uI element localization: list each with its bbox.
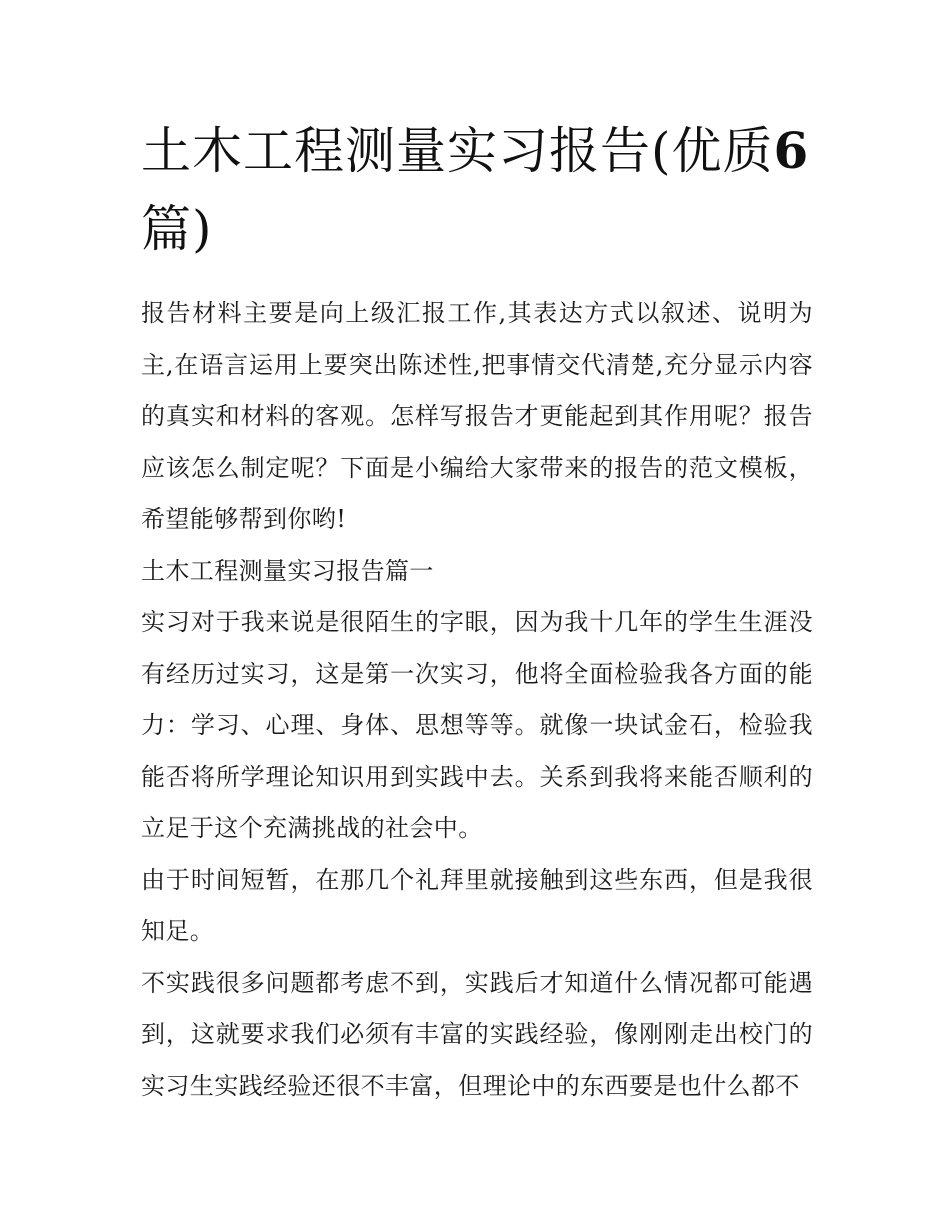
title-end: 篇) [141, 200, 213, 258]
section-heading: 土木工程测量实习报告篇一 [141, 556, 434, 585]
body-paragraph: 实习对于我来说是很陌生的字眼，因为我十几年的学生生涯没有经历过实习，这是第一次实习，他将全面检验我各方面的能力：学习、心理、身体、思想等等。就像一块试金石，检验我能否将所学理论知识用到实践中去。关系到我将来能否顺利的立足于这个充满挑战的社会中。 [141, 608, 813, 842]
intro-paragraph: 报告材料主要是向上级汇报工作,其表达方式以叙述、说明为主,在语言运用上要突出陈述性,把事情交代清楚,充分显示内容的真实和材料的客观。怎样写报告才更能起到其作用呢？报告应该怎么制定呢？下面是小编给大家带来的报告的范文模板，希望能够帮到你哟! [141, 299, 813, 533]
title-number: 6 [773, 121, 810, 180]
title-main: 土木工程测量实习报告(优质 [141, 122, 774, 180]
body-paragraph: 由于时间短暂，在那几个礼拜里就接触到这些东西，但是我很知足。 [141, 865, 813, 945]
document-title [141, 112, 813, 268]
document-page [141, 112, 813, 1112]
body-paragraph: 不实践很多问题都考虑不到，实践后才知道什么情况都可能遇到，这就要求我们必须有丰富的实践经验，像刚刚走出校门的实习生实践经验还很不丰富，但理论中的东西要是也什么都不 [141, 968, 813, 1100]
